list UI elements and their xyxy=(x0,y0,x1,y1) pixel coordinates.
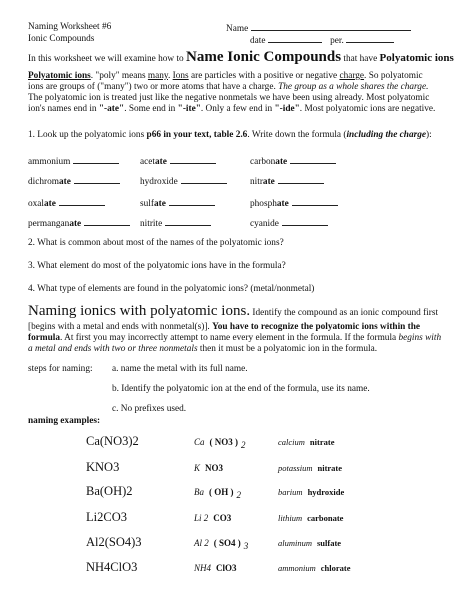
formula-blank[interactable] xyxy=(165,217,211,226)
ion-entry[interactable] xyxy=(28,155,119,168)
example-name xyxy=(278,513,343,523)
formula-blank[interactable] xyxy=(181,175,227,184)
example-subscript: 2 xyxy=(241,440,246,450)
question-1 xyxy=(28,130,432,141)
example-breakdown xyxy=(194,463,226,473)
example-ion-name: nitrate xyxy=(309,437,335,447)
example-metal-name: calcium xyxy=(278,437,305,447)
ion-entry[interactable] xyxy=(140,197,215,210)
ion-name: nitrite xyxy=(140,219,163,229)
example-polyatomic: ClO3 xyxy=(216,563,237,573)
example-formula: Ba(OH)2 xyxy=(86,484,133,498)
section-line-2 xyxy=(28,322,420,333)
section-title: Naming ionics with polyatomic ions xyxy=(28,303,247,319)
formula-blank[interactable] xyxy=(292,197,338,206)
example-ion-name: carbonate xyxy=(307,513,344,523)
q1-text: . Write down the formula ( xyxy=(247,130,347,140)
section-bold: formula xyxy=(28,333,61,343)
def-italic: The group as a whole shares the charge. xyxy=(278,82,429,92)
example-metal-name: potassium xyxy=(278,463,313,473)
intro-mid: that have xyxy=(343,54,378,64)
q1-text: 1. Look up the polyatomic ions xyxy=(28,130,145,140)
example-formula: Ca(NO3)2 xyxy=(86,434,139,448)
def-text: . Most polyatomic ions are negative. xyxy=(299,104,436,114)
q1-emphasis: including the charge xyxy=(346,130,427,140)
example-metal-name: aluminum xyxy=(278,538,312,548)
ion-suffix: ate xyxy=(275,157,288,167)
example-subscript: 2 xyxy=(236,490,241,500)
example-breakdown xyxy=(194,513,234,523)
ion-name: carbon xyxy=(250,157,276,167)
section-italic: begins with xyxy=(398,333,442,343)
example-metal-name: lithium xyxy=(278,513,303,523)
ion-entry[interactable] xyxy=(28,197,105,210)
example-name xyxy=(278,563,351,573)
name-blank[interactable] xyxy=(251,22,411,31)
formula-blank[interactable] xyxy=(84,217,130,226)
ion-suffix: ate xyxy=(69,219,82,229)
def-text: . xyxy=(167,71,171,81)
example-metal-name: ammonium xyxy=(278,563,316,573)
example-formula: Li2CO3 xyxy=(86,510,127,524)
example-polyatomic: ( SO4 ) xyxy=(213,538,241,548)
example-ion-name: hydroxide xyxy=(307,487,345,497)
definition-line-1 xyxy=(28,71,423,82)
per-label: per. xyxy=(330,36,344,46)
ion-suffix: ate xyxy=(262,177,275,187)
per-blank[interactable] xyxy=(346,34,394,43)
def-many: many xyxy=(147,71,168,81)
example-formula: KNO3 xyxy=(86,460,120,474)
ion-entry[interactable] xyxy=(140,217,211,230)
def-text: ion's names end in xyxy=(28,104,97,114)
formula-blank[interactable] xyxy=(282,217,328,226)
example-name xyxy=(278,437,334,447)
ion-entry[interactable] xyxy=(250,197,338,210)
ion-suffix: ate xyxy=(276,199,289,209)
example-ion-name: nitrate xyxy=(317,463,343,473)
definition-line-4 xyxy=(28,104,435,115)
def-ate: "-ate" xyxy=(98,104,125,114)
example-name xyxy=(278,487,344,497)
def-text: . So polyatomic xyxy=(364,71,423,81)
intro-line xyxy=(28,49,454,66)
ion-name: cyanide xyxy=(250,219,279,229)
ion-entry[interactable] xyxy=(28,217,130,230)
examples-label: naming examples: xyxy=(28,416,101,426)
example-ion-name: chlorate xyxy=(320,563,351,573)
example-polyatomic: NO3 xyxy=(205,463,224,473)
ion-entry[interactable] xyxy=(28,175,120,188)
ion-suffix: ate xyxy=(154,157,167,167)
ion-entry[interactable] xyxy=(250,217,328,230)
example-metal: Ca xyxy=(194,437,205,447)
example-breakdown xyxy=(194,563,240,573)
definition-line-2 xyxy=(28,82,428,93)
section-title-dot: . xyxy=(246,303,251,319)
question-3: 3. What element do most of the polyatomic ions have in the formula? xyxy=(28,261,286,271)
def-text: . Only a few end in xyxy=(200,104,273,114)
formula-blank[interactable] xyxy=(74,175,120,184)
ion-suffix: ate xyxy=(58,177,71,187)
ion-suffix: ate xyxy=(44,199,56,209)
example-metal: Al 2 xyxy=(194,538,209,548)
example-metal: NH4 xyxy=(194,563,212,573)
ion-name: phosph xyxy=(250,199,277,209)
ion-name: dichrom xyxy=(28,177,59,187)
section-line-1 xyxy=(28,303,438,320)
def-ions: Ions xyxy=(172,71,189,81)
ion-name: hydroxide xyxy=(140,177,178,187)
name-label: Name xyxy=(226,24,249,34)
example-polyatomic: CO3 xyxy=(213,513,232,523)
section-line-3 xyxy=(28,333,441,344)
example-metal: Li 2 xyxy=(194,513,209,523)
example-ion-name: sulfate xyxy=(317,538,342,548)
example-name xyxy=(278,538,341,548)
section-text: Identify the compound as an ionic compound first xyxy=(252,308,439,318)
def-ide: "-ide" xyxy=(274,104,300,114)
section-text: then it must be a polyatomic ion in the formula. xyxy=(199,344,378,354)
example-metal: Ba xyxy=(194,487,204,497)
worksheet-title: Naming Worksheet #6 xyxy=(28,22,112,32)
example-metal-name: barium xyxy=(278,487,303,497)
example-breakdown xyxy=(194,437,246,450)
question-4: 4. What type of elements are found in the polyatomic ions? (metal/nonmetal) xyxy=(28,284,315,294)
formula-blank[interactable] xyxy=(170,155,216,164)
example-polyatomic: ( OH ) xyxy=(209,487,234,497)
example-metal: K xyxy=(194,463,201,473)
q1-text: ): xyxy=(426,130,432,140)
example-polyatomic: ( NO3 ) xyxy=(209,437,239,447)
date-label: date xyxy=(250,36,266,46)
formula-blank[interactable] xyxy=(59,197,105,206)
example-name xyxy=(278,463,342,473)
ion-name: acet xyxy=(140,157,155,167)
formula-blank[interactable] xyxy=(278,175,324,184)
date-field[interactable] xyxy=(250,34,394,47)
question-2: 2. What is common about most of the names of the polyatomic ions? xyxy=(28,238,284,248)
definition-line-3: The polyatomic ion is treated just like the negative nonmetals we have been using already. Most polyatomic xyxy=(28,93,430,103)
formula-blank[interactable] xyxy=(169,197,215,206)
ion-entry[interactable] xyxy=(140,155,216,168)
def-ite: "-ite" xyxy=(177,104,201,114)
ion-name: ammonium xyxy=(28,157,71,167)
formula-blank[interactable] xyxy=(73,155,119,164)
section-bold: You have to recognize the polyatomic ions within the xyxy=(212,322,421,332)
ion-name: nitr xyxy=(250,177,263,187)
section-text: . At first you may incorrectly attempt to name every element in the formula. If the formula xyxy=(60,333,397,343)
ion-name: permangan xyxy=(28,219,70,229)
ion-suffix: ate xyxy=(153,199,166,209)
worksheet-subtitle: Ionic Compounds xyxy=(28,34,95,44)
step-b: b. Identify the polyatomic ion at the end of the formula, use its name. xyxy=(112,384,370,394)
ion-entry[interactable] xyxy=(140,175,227,188)
example-subscript: 3 xyxy=(243,541,249,551)
steps-label: steps for naming: xyxy=(28,364,93,374)
section-line-4 xyxy=(28,344,377,355)
ion-entry[interactable] xyxy=(250,155,336,168)
section-italic: a metal and ends with two or three nonmetals xyxy=(28,344,198,354)
q1-bold: p66 in your text, table 2.6 xyxy=(146,130,248,140)
def-text: . "poly" means xyxy=(90,71,146,81)
def-charge: charge xyxy=(339,71,365,81)
intro-end: Polyatomic ions xyxy=(379,52,454,64)
step-a: a. name the metal with its full name. xyxy=(112,364,248,374)
def-text: . Some end in xyxy=(124,104,176,114)
example-formula: Al2(SO4)3 xyxy=(86,535,142,549)
intro-pre: In this worksheet we will examine how to xyxy=(28,54,184,64)
section-text: [begins with a metal and ends with nonmetal(s)]. xyxy=(28,322,210,332)
example-breakdown xyxy=(194,538,249,551)
date-blank[interactable] xyxy=(268,34,322,43)
intro-main: Name Ionic Compounds xyxy=(186,49,342,65)
formula-blank[interactable] xyxy=(290,155,336,164)
example-breakdown xyxy=(194,487,241,500)
ion-name: oxal xyxy=(28,199,45,209)
ion-name: sulf xyxy=(140,199,154,209)
example-formula: NH4ClO3 xyxy=(86,560,138,574)
ion-entry[interactable] xyxy=(250,175,324,188)
step-c: c. No prefixes used. xyxy=(112,404,187,414)
def-text: are particles with a positive or negative xyxy=(190,71,338,81)
def-text: ions are groups of ("many") two or more atoms that have a charge. xyxy=(28,82,276,92)
def-term: Polyatomic ions xyxy=(28,71,91,81)
